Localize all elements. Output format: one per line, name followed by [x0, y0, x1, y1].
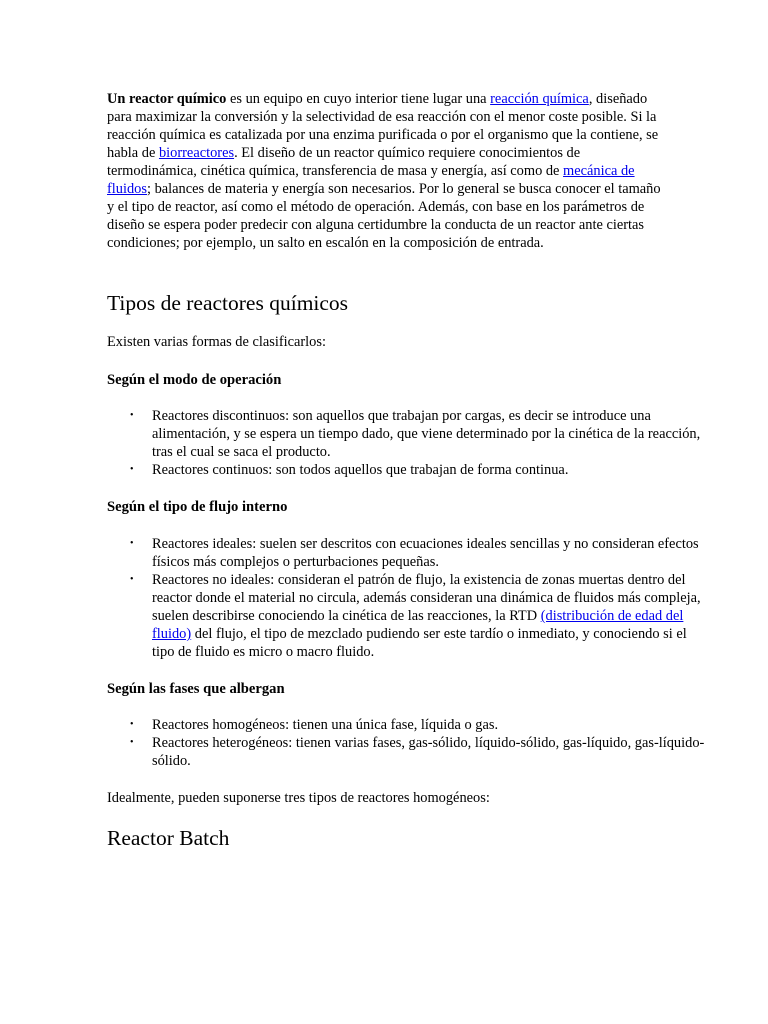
subheading-modo-de-operacion: Según el modo de operación — [107, 372, 282, 388]
heading-tipos-de-reactores: Tipos de reactores químicos — [107, 291, 349, 315]
intro-bold-term: Un reactor químico — [107, 91, 227, 107]
intro-text-2: , diseñado para maximizar la conversión y la selectividad de esa reacción con el menor coste posible. Si la reacción química es catalizada por una enzima purificada o por el organismo que la contiene, se habla de — [107, 91, 659, 161]
intro-paragraph — [107, 90, 662, 252]
link-distribucion-edad-fluido[interactable]: (distribución de edad del fluido) — [152, 608, 684, 642]
list-item — [130, 734, 707, 770]
intro-text-4: ; balances de materia y energía son necesarios. Por lo general se busca conocer el tamaño y el tipo de reactor, así como el método de operación. Además, con base en los parámetros de diseño se espera poder predecir con alguna certidumbre la conducta de un reactor ante ciertas condiciones; por ejemplo, un salto en escalón en la composición de entrada. — [107, 181, 661, 251]
link-biorreactores[interactable]: biorreactores — [158, 145, 235, 161]
intro-text-1: es un equipo en cuyo interior tiene lugar una — [226, 91, 491, 107]
list-item-text: Reactores homogéneos: tienen una única fase, líquida o gas. — [152, 717, 499, 733]
list-item — [130, 571, 707, 661]
subheading-fases: Según las fases que albergan — [107, 681, 285, 697]
list-fases — [107, 716, 707, 770]
list-item — [130, 716, 707, 734]
link-reaccion-quimica[interactable]: reacción química — [490, 91, 589, 107]
list-modo-de-operacion — [107, 407, 707, 479]
list-item — [130, 407, 707, 461]
link-mecanica-de-fluidos[interactable]: mecánica de fluidos — [107, 163, 635, 197]
bullet-icon: • — [130, 737, 134, 748]
list-item-text: Reactores heterogéneos: tienen varias fases, gas-sólido, líquido-sólido, gas-líquido, gas-líquido-sólido. — [152, 735, 705, 769]
list-item-text: Reactores ideales: suelen ser descritos con ecuaciones ideales sencillas y no consideran efectos físicos más complejos o perturbaciones pequeñas. — [152, 536, 699, 570]
list-item — [130, 535, 707, 571]
list-item-text: Reactores no ideales: consideran el patrón de flujo, la existencia de zonas muertas dentro del reactor donde el material no circula, además consideran una dinámica de fluidos más compleja, suelen describirse conociendo la cinética de las reacciones, la RTD — [152, 572, 701, 624]
bullet-icon: • — [130, 574, 134, 585]
bullet-icon: • — [130, 410, 134, 421]
heading-reactor-batch: Reactor Batch — [107, 826, 230, 850]
list-item-text: del flujo, el tipo de mezclado pudiendo ser este tardío o inmediato, y conociendo si el tipo de fluido es micro o macro fluido. — [152, 626, 687, 660]
subheading-tipo-de-flujo: Según el tipo de flujo interno — [107, 499, 288, 515]
list-tipo-de-flujo — [107, 535, 707, 661]
bullet-icon: • — [130, 719, 134, 730]
bullet-icon: • — [130, 538, 134, 549]
list-item-text: Reactores discontinuos: son aquellos que trabajan por cargas, es decir se introduce una alimentación, y se espera un tiempo dado, que viene determinado por la cinética de la reacción, tras el cual se saca el producto. — [152, 408, 701, 460]
bullet-icon: • — [130, 464, 134, 475]
list-item-text: Reactores continuos: son todos aquellos que trabajan de forma continua. — [152, 462, 569, 478]
list-item — [130, 461, 707, 479]
paragraph-idealmente: Idealmente, pueden suponerse tres tipos de reactores homogéneos: — [107, 790, 490, 806]
intro-text-3: . El diseño de un reactor químico requiere conocimientos de termodinámica, cinética química, transferencia de masa y energía, así como de — [107, 145, 581, 179]
paragraph-existen-formas: Existen varias formas de clasificarlos: — [107, 334, 326, 350]
